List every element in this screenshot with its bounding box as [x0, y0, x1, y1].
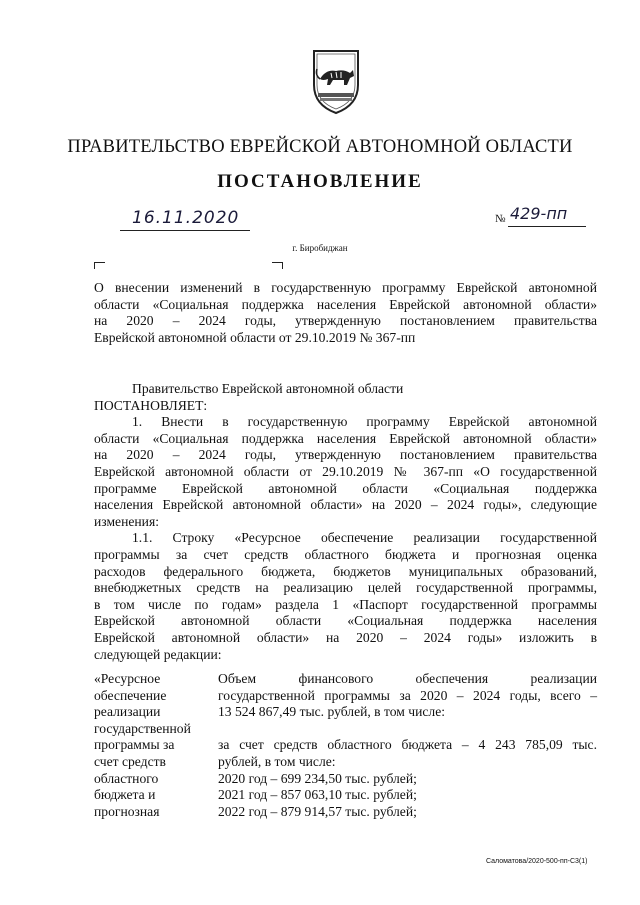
subject-line: области «Социальная поддержка населения Еврейской автономной области»	[94, 296, 597, 312]
body-line: населения Еврейской автономной области» на 2020 – 2024 годы», следующие	[94, 497, 597, 513]
table-label-line: прогнозная	[94, 803, 160, 819]
table-value-line: рублей, в том числе:	[218, 753, 336, 769]
body-line: расходов федерального бюджета, бюджетов муниципальных образований,	[94, 563, 597, 579]
resolution-body	[94, 381, 597, 663]
body-line: Правительство Еврейской автономной области	[132, 381, 404, 396]
table-label-line: счет средств	[94, 753, 166, 769]
body-line: внебюджетных средств на реализацию целей государственной программы,	[94, 580, 597, 596]
bracket-corner-left	[94, 262, 105, 269]
body-line: следующей редакции:	[94, 646, 222, 662]
table-value-line: за счет средств областного бюджета – 4 243 785,09 тыс.	[218, 737, 597, 753]
table-label-line: «Ресурсное	[94, 671, 161, 686]
subject-line: Еврейской автономной области от 29.10.2019 № 367-пп	[94, 329, 416, 345]
date-underline	[120, 230, 250, 231]
table-label-column	[94, 671, 204, 820]
body-line: изменения:	[94, 513, 159, 529]
table-value-line	[218, 721, 597, 738]
table-value-line: государственной программы за 2020 – 2024 годы, всего –	[218, 687, 597, 703]
footer-code: Саломатова/2020-500-пп-С3(1)	[486, 858, 588, 865]
body-line: на 2020 – 2024 годы, утвержденную постановлением правительства	[94, 447, 597, 463]
body-line: 1.1. Строку «Ресурсное обеспечение реализации государственной	[132, 530, 597, 546]
handwritten-date: 16.11.2020	[132, 208, 240, 228]
table-value-line: Объем финансового обеспечения реализации	[218, 671, 597, 686]
body-line: в том числе по годам» раздела 1 «Паспорт государственной программы	[94, 596, 597, 612]
bracket-corner-right	[272, 262, 283, 269]
table-label-line: государственной	[94, 720, 191, 736]
number-sign: №	[495, 213, 506, 225]
document-type: ПОСТАНОВЛЕНИЕ	[217, 171, 423, 192]
table-value-line: 13 524 867,49 тыс. рублей, в том числе:	[218, 704, 446, 720]
resolution-subject	[94, 280, 597, 346]
coat-of-arms-icon	[300, 45, 372, 117]
body-line: программы за счет средств областного бюджета и прогнозная оценка	[94, 546, 597, 562]
body-line: области «Социальная поддержка населения Еврейской автономной области»	[94, 430, 597, 446]
table-label-line: программы за	[94, 737, 175, 753]
table-value-line: 2022 год – 879 914,57 тыс. рублей;	[218, 803, 417, 819]
body-line: Еврейской автономной области «Социальная поддержка населения	[94, 613, 597, 629]
subject-line: О внесении изменений в государственную программу Еврейской автономной	[94, 280, 597, 295]
city-name: г. Биробиджан	[292, 243, 348, 253]
government-title: ПРАВИТЕЛЬСТВО ЕВРЕЙСКОЙ АВТОНОМНОЙ ОБЛАСТИ	[67, 137, 573, 157]
body-line: 1. Внести в государственную программу Еврейской автономной	[132, 414, 597, 430]
subject-line: на 2020 – 2024 годы, утвержденную постановлением правительства	[94, 313, 597, 329]
body-line: программе Еврейской автономной области «Социальная поддержка	[94, 480, 597, 496]
table-value-column	[218, 671, 597, 820]
body-line: ПОСТАНОВЛЯЕТ:	[94, 397, 208, 413]
body-line: Еврейской автономной области» на 2020 – 2024 годы» изложить в	[94, 629, 597, 645]
table-label-line: областного	[94, 770, 159, 786]
table-label-line: бюджета и	[94, 787, 156, 803]
table-label-line: обеспечение	[94, 687, 167, 703]
body-line: Еврейской автономной области от 29.10.2019 № 367-пп «О государственной	[94, 463, 597, 479]
table-value-line: 2020 год – 699 234,50 тыс. рублей;	[218, 770, 417, 786]
handwritten-number: 429-пп	[510, 204, 568, 223]
number-underline	[508, 226, 586, 227]
table-label-line: реализации	[94, 704, 161, 720]
table-value-line: 2021 год – 857 063,10 тыс. рублей;	[218, 787, 417, 803]
